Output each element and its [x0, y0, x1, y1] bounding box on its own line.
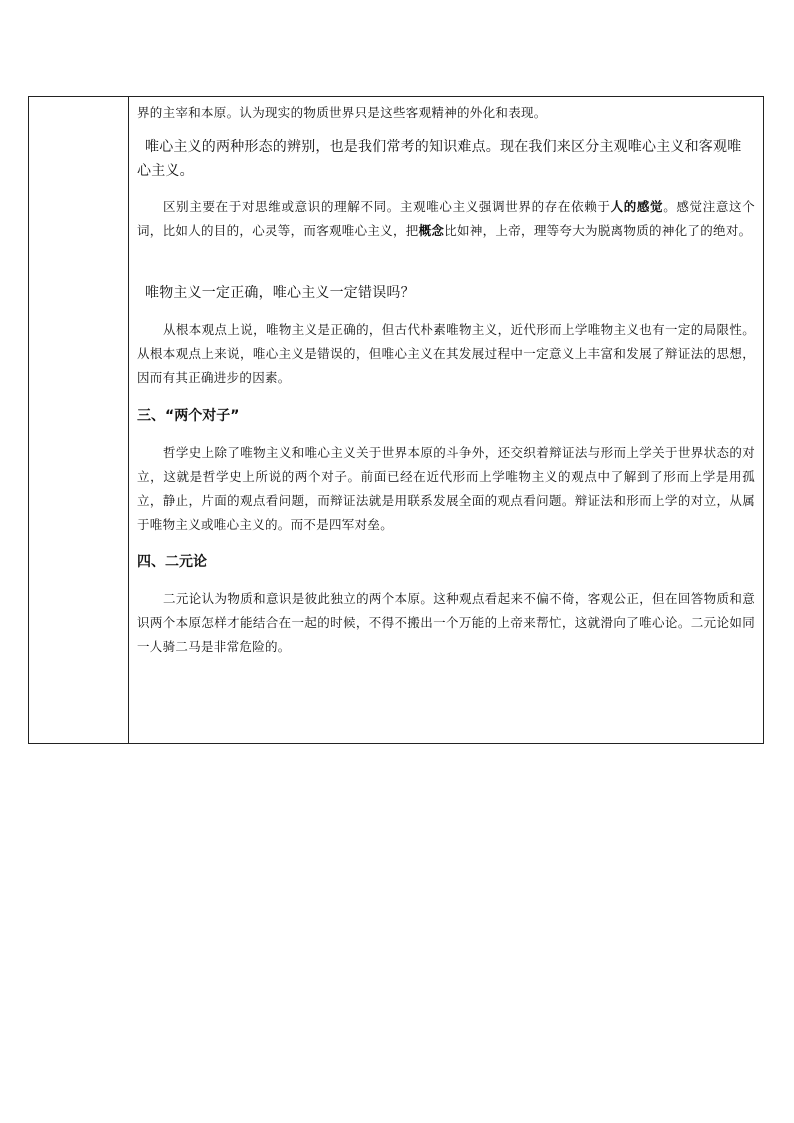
heading-dualism: 四、二元论 [137, 554, 207, 570]
content-table [28, 96, 764, 744]
paragraph-idealism-forms: 唯心主义的两种形态的辨别，也是我们常考的知识难点。现在我们来区分主观唯心主义和客观唯心主义。 [137, 139, 742, 179]
difference-text-c: 。感觉注意这个词，比如人的目的，心灵等，而客观唯心主义，把 [137, 199, 755, 238]
difference-text-a: 区别主要在于对思维或意识的理解不同。主观唯心主义强调世界的存在依赖于 [163, 199, 611, 214]
paragraph-continuation: 界的主宰和本原。认为现实的物质世界只是这些客观精神的外化和表现。 [137, 105, 547, 120]
difference-text-e: 比如神，上帝，理等夸大为脱离物质的神化了的绝对。 [444, 223, 752, 238]
paragraph-materialism-answer: 从根本观点上说，唯物主义是正确的，但古代朴素唯物主义，近代形而上学唯物主义也有一定的局限性。从根本观点上来说，唯心主义是错误的，但唯心主义在其发展过程中一定意义上丰富和发展了辩证法的思想，因而有其正确进步的因素。 [137, 322, 755, 385]
emphasis-concept: 概念 [418, 223, 445, 238]
table-left-column [29, 97, 129, 743]
table-content-cell [129, 97, 763, 743]
paragraph-idealism-difference [137, 195, 755, 243]
question-materialism: 唯物主义一定正确，唯心主义一定错误吗？ [145, 285, 415, 301]
paragraph-dualism: 二元论认为物质和意识是彼此独立的两个本原。这种观点看起来不偏不倚，客观公正，但在回答物质和意识两个本原怎样才能结合在一起的时候，不得不搬出一个万能的上帝来帮忙，这就滑向了唯心论。二元论如同一人骑二马是非常危险的。 [137, 591, 755, 654]
paragraph-two-pairs: 哲学史上除了唯物主义和唯心主义关于世界本原的斗争外，还交织着辩证法与形而上学关于世界状态的对立，这就是哲学史上所说的两个对子。前面已经在近代形而上学唯物主义的观点中了解到了形而上学是用孤立，静止，片面的观点看问题，而辩证法就是用联系发展全面的观点看问题。辩证法和形而上学的对立，从属于唯物主义或唯心主义的。而不是四军对垒。 [137, 445, 755, 532]
emphasis-human-feeling: 人的感觉 [610, 199, 664, 214]
heading-two-pairs: 三、“两个对子” [137, 408, 240, 424]
